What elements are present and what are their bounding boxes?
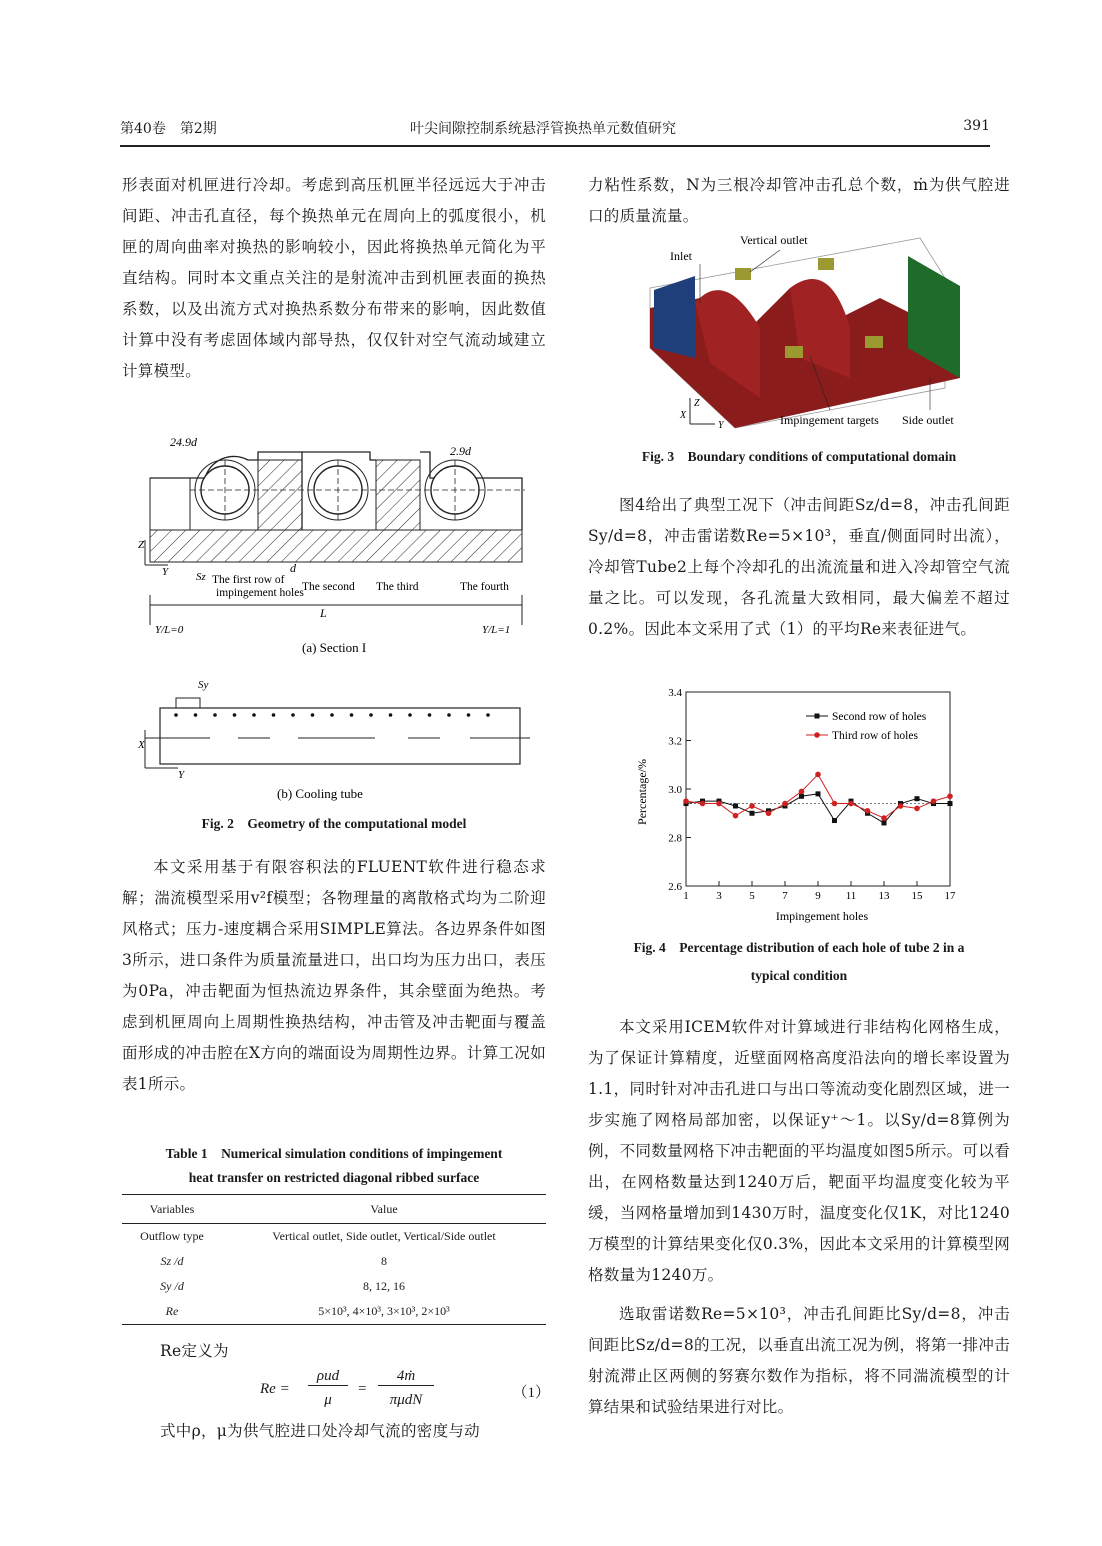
table1-caption	[122, 1142, 546, 1190]
fig3-caption: Fig. 3 Boundary conditions of computational domain	[641, 449, 957, 464]
right-text-bottom	[588, 1012, 1010, 1423]
label-first-row-2: impingement holes	[216, 587, 304, 599]
data-point	[948, 801, 953, 806]
x-tick-label: 7	[782, 890, 788, 902]
tube-hole	[213, 713, 217, 717]
chart-ylabel: Percentage/%	[635, 759, 649, 825]
tube-hole	[330, 713, 334, 717]
fig2-caption: Fig. 2 Geometry of the computational model	[201, 816, 467, 831]
x-tick-label: 11	[845, 890, 857, 902]
table-cell: Sy /d	[160, 1279, 184, 1293]
table1-caption-line2: heat transfer on restricted diagonal ribbed surface	[188, 1170, 480, 1185]
subfig-b-title: (b) Cooling tube	[277, 786, 363, 801]
label-2-9d: 2.9d	[450, 444, 471, 458]
table-cell: Re	[122, 1299, 222, 1325]
figure-3	[640, 228, 980, 438]
y-tick-label: 3.2	[668, 735, 682, 748]
label-inlet: Inlet	[670, 249, 692, 263]
data-point	[799, 794, 804, 799]
label-sz: Sz	[196, 571, 206, 583]
table-cell: 8	[381, 1254, 387, 1268]
x-tick-label: 13	[878, 890, 890, 902]
chart-marks	[683, 711, 953, 825]
data-point	[700, 801, 706, 807]
label-y3: Y	[718, 420, 724, 431]
tube-hole	[291, 713, 295, 717]
y-tick-label: 2.6	[668, 881, 682, 893]
figure-4-chart	[632, 680, 972, 925]
label-second: The second	[302, 581, 355, 593]
data-point	[815, 772, 821, 778]
tube-hole	[486, 713, 490, 717]
tube-hole	[311, 713, 315, 717]
x-tick-label: 1	[683, 890, 689, 902]
left-text-top	[122, 170, 546, 387]
tube-hole	[447, 713, 451, 717]
label-y: Y	[162, 566, 169, 578]
paragraph: 图4给出了典型工况下（冲击间距Sz/d=8，冲击孔间距Sy/d=8，冲击雷诺数Re=5×10³，垂直/侧面同时出流），冷却管Tube2上每个冷却孔的出流流量和进入冷却管空气流量之比。可以发现，各孔流量大致相同，最大偏差不超过0.2%。因此本文采用了式（1）的平均Re来表征进气。	[588, 496, 1010, 638]
data-point	[749, 803, 755, 809]
label-z3: Z	[694, 398, 700, 409]
fig4-caption-line1: Fig. 4 Percentage distribution of each hole of tube 2 in a	[633, 940, 965, 955]
data-point	[733, 813, 739, 819]
paragraph: 形表面对机匣进行冷却。考虑到高压机匣半径远远大于冲击间距、冲击孔直径，每个换热单元在周向上的弧度很小，机匣的周向曲率对换热的影响较小，因此将换热单元简化为平直结构。同时本文重点关注的是射流冲击到机匣表面的换热系数，以及出流方式对换热系数分布带来的影响，因此数值计算中没有考虑固体域内部导热，仅仅针对空气流动域建立计算模型。	[122, 176, 546, 380]
fig4-caption-line2: typical condition	[750, 968, 848, 983]
cooling-tube-drawing	[145, 698, 530, 768]
left-text-middle	[122, 852, 546, 1100]
table1	[122, 1194, 546, 1325]
tube-hole	[272, 713, 276, 717]
data-point	[733, 803, 738, 808]
journal-volume: 第40卷 第2期	[120, 121, 217, 137]
table-row	[122, 1249, 546, 1274]
eq-frac1-num: ρud	[308, 1368, 348, 1386]
label-d: d	[290, 561, 296, 575]
label-z: Z	[138, 539, 145, 551]
data-point	[782, 801, 788, 807]
data-point	[898, 803, 904, 809]
label-side-outlet: Side outlet	[902, 413, 954, 427]
table-header: Value	[222, 1195, 546, 1224]
label-third: The third	[376, 581, 419, 593]
label-sy: Sy	[198, 679, 209, 691]
section-drawing	[145, 452, 525, 625]
legend-marker	[815, 714, 820, 719]
header-rule	[120, 145, 990, 147]
page-number: 391	[963, 118, 990, 134]
table-row	[122, 1274, 546, 1299]
data-point	[683, 798, 689, 804]
tube-hole	[389, 713, 393, 717]
label-x3: X	[680, 410, 687, 421]
data-point	[799, 789, 805, 795]
tube-hole	[428, 713, 432, 717]
data-point	[716, 801, 722, 807]
tube-hole	[369, 713, 373, 717]
data-point	[914, 806, 920, 812]
legend-marker	[814, 732, 820, 738]
label-impingement-targets: Impingement targets	[780, 413, 879, 427]
paragraph: 力粘性系数，N为三根冷却管冲击孔总个数，ṁ为供气腔进口的质量流量。	[588, 176, 1010, 225]
eq-number: （1）	[512, 1385, 550, 1401]
data-point	[766, 810, 772, 816]
paper-title: 叶尖间隙控制系统悬浮管换热单元数值研究	[410, 121, 676, 137]
tube-hole	[233, 713, 237, 717]
data-point	[848, 801, 854, 807]
legend-label: Third row of holes	[832, 730, 918, 742]
table1-caption-line1: Table 1 Numerical simulation conditions of impingement	[165, 1146, 503, 1161]
eq-frac2-num: 4ṁ	[378, 1368, 434, 1386]
label-x: X	[138, 739, 145, 751]
figure-2	[130, 430, 545, 810]
tube-hole	[252, 713, 256, 717]
table-cell: 8, 12, 16	[363, 1279, 405, 1293]
label-yl0: Y/L=0	[155, 624, 184, 636]
eq-equals: =	[358, 1381, 367, 1397]
label-vertical-outlet: Vertical outlet	[740, 233, 808, 247]
x-tick-label: 3	[716, 890, 722, 902]
table-cell: Sz /d	[160, 1254, 184, 1268]
right-text-top	[588, 170, 1010, 232]
data-point	[881, 815, 887, 821]
y-tick-label: 3.0	[668, 784, 682, 796]
legend-label: Second row of holes	[832, 711, 927, 723]
tube-hole	[194, 713, 198, 717]
tube-hole	[174, 713, 178, 717]
data-point	[947, 793, 953, 799]
paragraph: 本文采用ICEM软件对计算域进行非结构化网格生成，为了保证计算精度，近壁面网格高度沿法向的增长率设置为1.1，同时针对冲击孔进口与出口等流动变化剧烈区域，进一步实施了网格局部加密，以保证y⁺～1。以Sy/d=8算例为例，不同数量网格下冲击靶面的平均温度如图5所示。可以看出，在网格数量达到1240万后，靶面平均温度变化较为平缓，当网格量增加到1430万时，温度变化仅1K，对比1240万模型的计算结果变化仅0.3%，因此本文采用的计算模型网格数量为1240万。	[588, 1018, 1010, 1284]
x-tick-label: 9	[815, 890, 821, 902]
data-point	[832, 818, 837, 823]
eq-frac2-den: πμdN	[389, 1392, 423, 1408]
y-tick-label: 3.4	[668, 687, 682, 699]
label-l: L	[320, 606, 327, 620]
tube-hole	[467, 713, 471, 717]
table-cell: Vertical outlet, Side outlet, Vertical/Side outlet	[272, 1229, 496, 1243]
label-24-9d: 24.9d	[170, 435, 197, 449]
equation-1	[260, 1368, 550, 1414]
subfig-a-title: (a) Section I	[302, 640, 367, 655]
left-text-last: 式中ρ，μ为供气腔进口处冷却气流的密度与动	[160, 1422, 480, 1440]
label-first-row: The first row of	[212, 574, 285, 586]
data-point	[832, 801, 838, 807]
chart-xlabel: Impingement holes	[775, 909, 869, 923]
label-yl1: Y/L=1	[482, 624, 511, 636]
right-text-middle	[588, 490, 1010, 645]
eq-frac1-den: μ	[324, 1392, 332, 1408]
data-point	[931, 798, 937, 804]
table-cell: Outflow type	[140, 1229, 204, 1243]
data-point	[882, 820, 887, 825]
data-point	[750, 811, 755, 816]
tube-hole	[350, 713, 354, 717]
table-row	[122, 1224, 546, 1250]
paragraph: 选取雷诺数Re=5×10³，冲击孔间距比Sy/d=8，冲击间距比Sz/d=8的工况，以垂直出流工况为例，将第一排冲击射流滞止区两侧的努赛尔数作为指标，将不同湍流模型的计算结果和试验结果进行对比。	[588, 1305, 1010, 1416]
label-fourth: The fourth	[460, 581, 509, 593]
re-definition: Re定义为	[160, 1342, 229, 1360]
eq-lhs: Re =	[260, 1381, 290, 1397]
table-row	[122, 1299, 546, 1325]
y-tick-label: 2.8	[668, 832, 682, 845]
fig4-caption	[588, 934, 1010, 990]
running-header	[120, 118, 990, 140]
table-header: Variables	[122, 1195, 222, 1224]
x-tick-label: 17	[944, 890, 956, 902]
tube-hole-dots	[174, 713, 490, 717]
paragraph: 本文采用基于有限容积法的FLUENT软件进行稳态求解；湍流模型采用v²f模型；各物理量的离散格式均为二阶迎风格式；压力-速度耦合采用SIMPLE算法。各边界条件如图3所示，进口条件为质量流量进口，出口均为压力出口，表压为0Pa，冲击靶面为恒热流边界条件，其余壁面为绝热。考虑到机匣周向上周期性换热结构，冲击管及冲击靶面与覆盖面形成的冲击腔在X方向的端面设为周期性边界。计算工况如表1所示。	[122, 858, 546, 1093]
tube-hole	[408, 713, 412, 717]
x-tick-label: 5	[749, 890, 755, 902]
data-point	[865, 808, 871, 814]
x-tick-label: 15	[911, 890, 923, 902]
label-y-b: Y	[178, 769, 185, 781]
data-point	[915, 796, 920, 801]
data-point	[816, 791, 821, 796]
table-cell: 5×10³, 4×10³, 3×10³, 2×10³	[222, 1299, 546, 1325]
